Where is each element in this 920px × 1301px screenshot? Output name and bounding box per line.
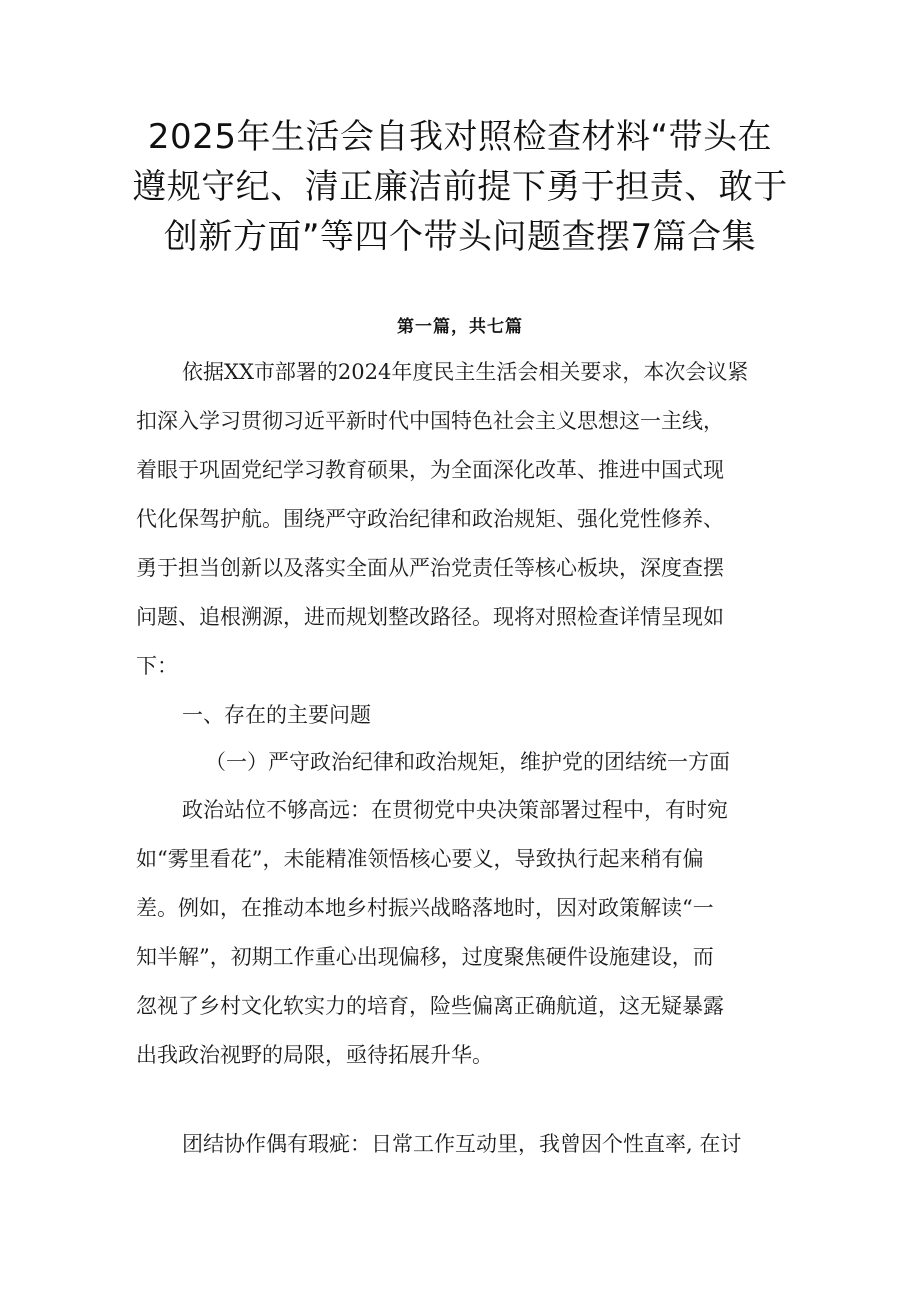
document-subtitle: 第一篇，共七篇 <box>397 317 523 337</box>
title-line-3: 创新方面”等四个带头问题查摆7篇合集 <box>163 217 757 257</box>
intro-line-5: 勇于担当创新以及落实全面从严治党责任等核心板块，深度查摆 <box>136 556 724 580</box>
intro-line-1: 依据XX市部署的2024年度民主生活会相关要求，本次会议紧 <box>182 360 749 384</box>
intro-line-6: 问题、追根溯源，进而规划整改路径。现将对照检查详情呈现如 <box>136 605 724 629</box>
para1-line-5: 忽视了乡村文化软实力的培育，险些偏离正确航道，这无疑暴露 <box>136 994 724 1018</box>
para1-line-6: 出我政治视野的局限，亟待拓展升华。 <box>136 1043 493 1067</box>
para1-line-1: 政治站位不够高远：在贯彻党中央决策部署过程中，有时宛 <box>182 798 728 822</box>
intro-line-4: 代化保驾护航。围绕严守政治纪律和政治规矩、强化党性修养、 <box>136 507 724 531</box>
para1-line-2: 如“雾里看花”，未能精准领悟核心要义，导致执行起来稍有偏 <box>136 847 704 871</box>
title-line-1: 2025年生活会自我对照检查材料“带头在 <box>147 117 773 157</box>
title-line-2: 遵规守纪、清正廉洁前提下勇于担责、敢于 <box>132 167 788 207</box>
document-title <box>120 112 800 262</box>
para2-line-1: 团结协作偶有瑕疵：日常工作互动里，我曾因个性直率, 在讨 <box>182 1132 742 1156</box>
section-heading: 一、存在的主要问题 <box>182 703 371 727</box>
para1-line-4: 知半解”，初期工作重心出现偏移，过度聚焦硬件设施建设，而 <box>136 945 714 969</box>
intro-line-2: 扣深入学习贯彻习近平新时代中国特色社会主义思想这一主线， <box>136 409 724 433</box>
subsection-heading: （一）严守政治纪律和政治规矩，维护党的团结统一方面 <box>205 750 730 774</box>
intro-line-3: 着眼于巩固党纪学习教育硕果，为全面深化改革、推进中国式现 <box>136 458 724 482</box>
para1-line-3: 差。例如，在推动本地乡村振兴战略落地时，因对政策解读“一 <box>136 896 714 920</box>
intro-line-7: 下： <box>136 654 178 678</box>
